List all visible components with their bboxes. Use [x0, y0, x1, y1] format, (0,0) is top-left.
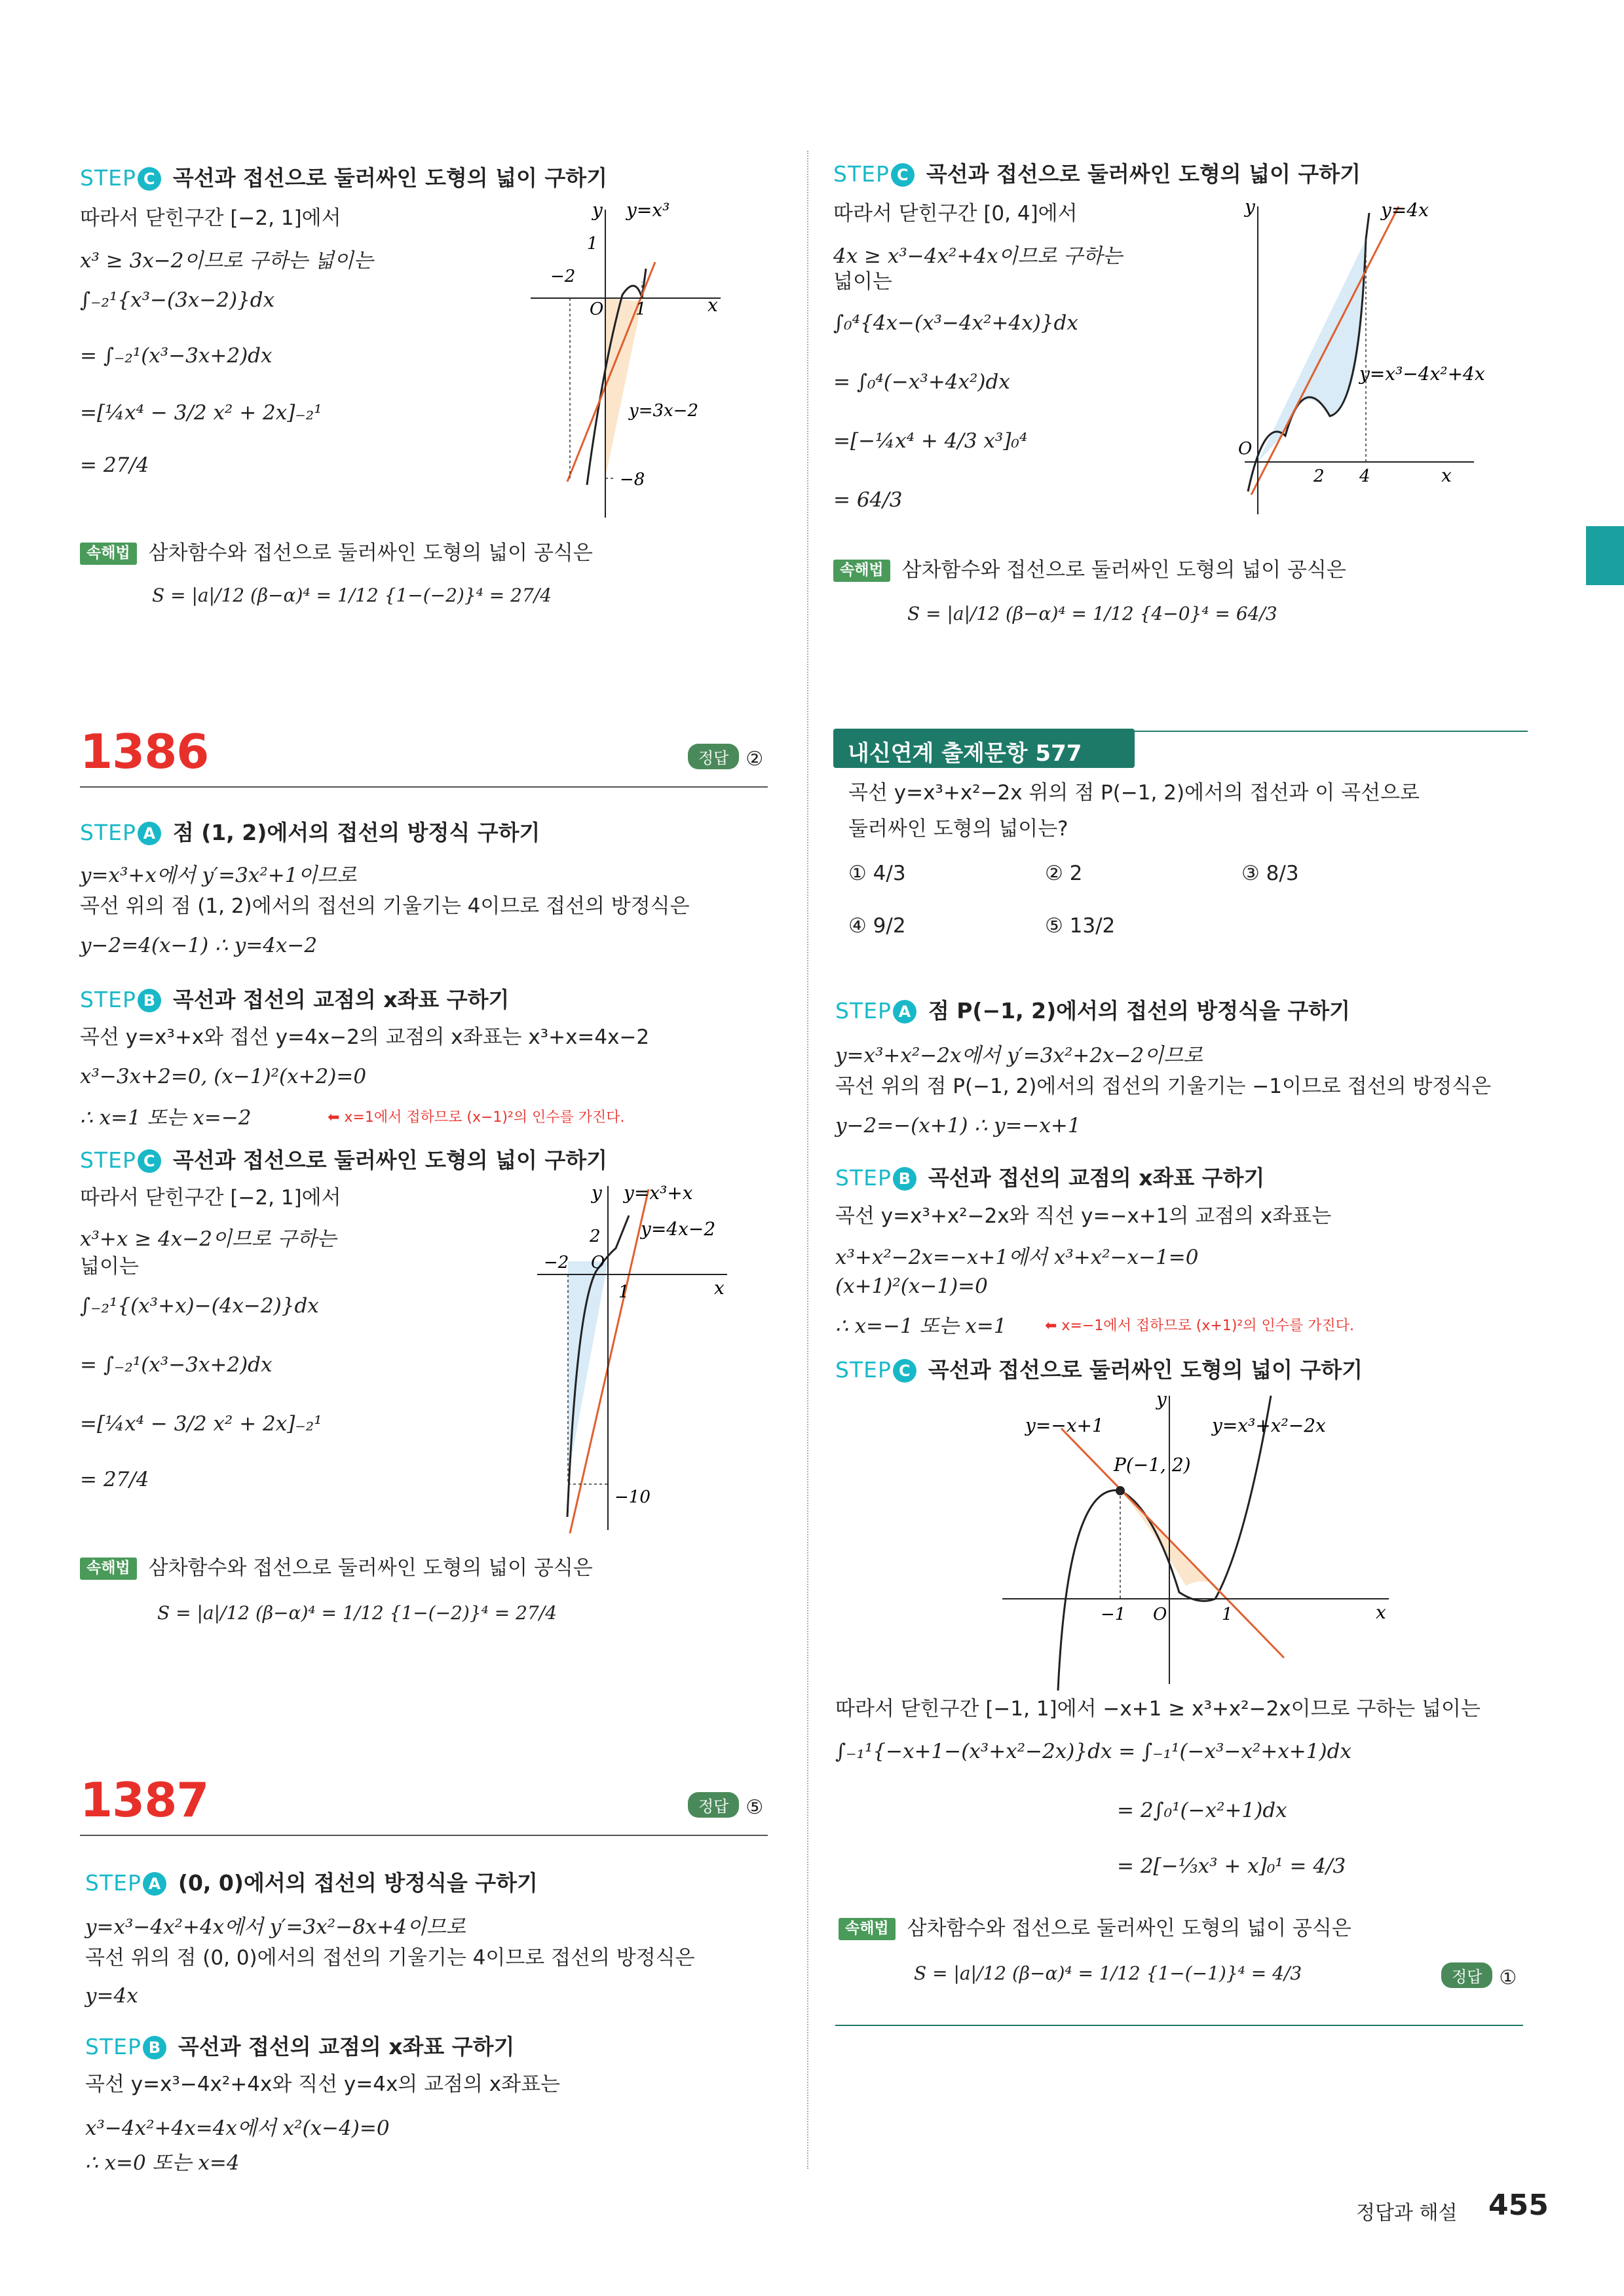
- step-c-heading: STEP C 곡선과 접선으로 둘러싸인 도형의 넓이 구하기: [80, 165, 607, 191]
- text-line: 따라서 닫힌구간 [−2, 1]에서: [80, 206, 341, 230]
- math-line: y=x³+x에서 y′=3x²+1이므로: [80, 864, 357, 887]
- shortcut-tip: 속해법 삼차함수와 접선으로 둘러싸인 도형의 넓이 공식은: [80, 1556, 593, 1580]
- math-line: = ∫₋₂¹(x³−3x+2)dx: [80, 344, 273, 368]
- step-c-heading: STEP C 곡선과 접선으로 둘러싸인 도형의 넓이 구하기: [835, 1357, 1363, 1383]
- math-line: x³−3x+2=0, (x−1)²(x+2)=0: [80, 1065, 367, 1088]
- math-line: x³+x ≥ 4x−2이므로 구하는: [80, 1227, 337, 1251]
- choice-4[interactable]: ④ 9/2: [848, 914, 906, 938]
- banner-title: 내신연계 출제문항 577: [848, 740, 1082, 767]
- column-divider: [807, 151, 808, 2169]
- math-line: = 64/3: [833, 488, 903, 512]
- answer-badge: 정답 ⑤: [688, 1792, 763, 1819]
- origin-label: O: [590, 299, 604, 319]
- math-line: x³−4x²+4x=4x에서 x²(x−4)=0: [85, 2116, 390, 2140]
- axis-x-label: x: [714, 1277, 725, 1299]
- linked-problem-banner: [833, 729, 1135, 768]
- question-line: 둘러싸인 도형의 넓이는?: [848, 817, 1068, 841]
- answer-badge: 정답 ①: [1441, 1962, 1517, 1989]
- axis-y-label: y: [1245, 196, 1255, 218]
- tick-label: 2: [590, 1227, 601, 1246]
- graph-cubic-tangent-4: [996, 1383, 1402, 1691]
- axis-y-label: y: [1156, 1388, 1167, 1410]
- divider: [1135, 731, 1528, 732]
- text-line: 따라서 닫힌구간 [−1, 1]에서 −x+1 ≥ x³+x²−2x이므로 구하는 넓이는: [835, 1697, 1481, 1721]
- step-b-heading: STEP B 곡선과 접선의 교점의 x좌표 구하기: [85, 2034, 515, 2059]
- tick-label: 2: [1313, 467, 1325, 486]
- math-line: = 27/4: [80, 453, 149, 477]
- math-line: = 2∫₀¹(−x²+1)dx: [1117, 1799, 1287, 1822]
- answer-badge: 정답 ②: [688, 744, 763, 771]
- tick-label: −8: [620, 470, 645, 489]
- origin-label: O: [1153, 1605, 1167, 1624]
- text-line: 넓이는: [833, 270, 892, 294]
- shortcut-formula: S = |a|/12 (β−α)⁴ = 1/12 {4−0}⁴ = 64/3: [907, 603, 1277, 624]
- curve-label: y=x³+x: [624, 1182, 693, 1204]
- problem-number: 1387: [80, 1772, 209, 1827]
- point-label: P(−1, 2): [1114, 1454, 1191, 1476]
- math-line: =[¼x⁴ − 3/2 x² + 2x]₋₂¹: [80, 1412, 322, 1436]
- math-line: (x+1)²(x−1)=0: [835, 1274, 988, 1298]
- step-c-heading: STEP C 곡선과 접선으로 둘러싸인 도형의 넓이 구하기: [80, 1147, 607, 1173]
- tangent-label: y=4x−2: [641, 1218, 716, 1240]
- axis-x-label: x: [1376, 1601, 1386, 1623]
- divider: [80, 786, 768, 788]
- step-c-heading: STEP C 곡선과 접선으로 둘러싸인 도형의 넓이 구하기: [833, 161, 1361, 187]
- axis-y-label: y: [592, 199, 603, 221]
- graph-cubic-line-3: [1232, 193, 1494, 521]
- math-line: y=4x: [85, 1984, 138, 2008]
- axis-x-label: x: [708, 294, 718, 316]
- text-line: 곡선 y=x³−4x²+4x와 직선 y=4x의 교점의 x좌표는: [85, 2073, 560, 2096]
- math-line: ∴ x=1 또는 x=−2: [80, 1106, 252, 1130]
- tick-label: 4: [1359, 467, 1370, 486]
- line-label: y=−x+1: [1025, 1415, 1104, 1436]
- tick-label: 1: [587, 234, 598, 254]
- math-line: y=x³+x²−2x에서 y′=3x²+2x−2이므로: [835, 1044, 1203, 1067]
- math-line: ∴ x=0 또는 x=4: [85, 2151, 240, 2175]
- graph-cubic-tangent-1: [524, 197, 740, 524]
- text-line: 곡선 y=x³+x와 접선 y=4x−2의 교점의 x좌표는 x³+x=4x−2: [80, 1025, 650, 1049]
- choice-2[interactable]: ② 2: [1045, 862, 1083, 885]
- origin-label: O: [1238, 439, 1253, 459]
- step-a-heading: STEP A 점 P(−1, 2)에서의 접선의 방정식을 구하기: [835, 998, 1351, 1024]
- text-line: 따라서 닫힌구간 [0, 4]에서: [833, 202, 1078, 225]
- math-line: = 2[−⅓x³ + x]₀¹ = 4/3: [1117, 1854, 1346, 1878]
- math-line: ∴ x=−1 또는 x=1: [835, 1314, 1007, 1338]
- text-line: 곡선 위의 점 (1, 2)에서의 접선의 기울기는 4이므로 접선의 방정식은: [80, 894, 690, 918]
- step-a-heading: STEP A 점 (1, 2)에서의 접선의 방정식 구하기: [80, 820, 540, 845]
- tick-label: −10: [614, 1487, 651, 1507]
- choice-5[interactable]: ⑤ 13/2: [1045, 914, 1116, 938]
- problem-number: 1386: [80, 724, 209, 779]
- tick-label: 1: [635, 299, 647, 319]
- text-line: 곡선 위의 점 P(−1, 2)에서의 접선의 기울기는 −1이므로 접선의 방정식은: [835, 1075, 1492, 1098]
- curve-label: y=x³−4x²+4x: [1359, 363, 1485, 385]
- line-label: y=4x: [1381, 199, 1429, 221]
- shortcut-tip: 속해법 삼차함수와 접선으로 둘러싸인 도형의 넓이 공식은: [839, 1917, 1351, 1941]
- curve-label: y=x³: [626, 199, 670, 221]
- text-line: 따라서 닫힌구간 [−2, 1]에서: [80, 1186, 341, 1210]
- choice-1[interactable]: ① 4/3: [848, 862, 906, 885]
- math-line: 4x ≥ x³−4x²+4x이므로 구하는: [833, 244, 1123, 268]
- choice-3[interactable]: ③ 8/3: [1241, 862, 1299, 885]
- axis-x-label: x: [1441, 465, 1452, 486]
- math-line: ∫₋₁¹{−x+1−(x³+x²−2x)}dx = ∫₋₁¹(−x³−x²+x+1)dx: [835, 1740, 1351, 1763]
- math-line: y−2=4(x−1) ∴ y=4x−2: [80, 934, 318, 957]
- tick-label: 1: [618, 1282, 630, 1302]
- step-b-heading: STEP B 곡선과 접선의 교점의 x좌표 구하기: [835, 1165, 1265, 1191]
- graph-cubic-tangent-2: [531, 1176, 747, 1537]
- shortcut-formula: S = |a|/12 (β−α)⁴ = 1/12 {1−(−1)}⁴ = 4/3: [914, 1962, 1302, 1984]
- shortcut-tip: 속해법 삼차함수와 접선으로 둘러싸인 도형의 넓이 공식은: [833, 558, 1346, 583]
- side-note: ⬅ x=−1에서 접하므로 (x+1)²의 인수를 가진다.: [1045, 1318, 1354, 1334]
- text-line: 곡선 위의 점 (0, 0)에서의 접선의 기울기는 4이므로 접선의 방정식은: [85, 1946, 695, 1970]
- divider: [835, 2025, 1523, 2026]
- axis-y-label: y: [592, 1182, 602, 1204]
- tick-label: 1: [1222, 1605, 1233, 1624]
- chapter-tab: [1586, 526, 1624, 585]
- side-note: ⬅ x=1에서 접하므로 (x−1)²의 인수를 가진다.: [328, 1109, 625, 1126]
- footer-label: 정답과 해설: [1356, 2202, 1458, 2225]
- math-line: =[¼x⁴ − 3/2 x² + 2x]₋₂¹: [80, 401, 322, 425]
- tangent-label: y=3x−2: [629, 401, 699, 421]
- step-b-heading: STEP B 곡선과 접선의 교점의 x좌표 구하기: [80, 987, 510, 1012]
- text-line: 곡선 y=x³+x²−2x와 직선 y=−x+1의 교점의 x좌표는: [835, 1204, 1332, 1228]
- curve-label: y=x³+x²−2x: [1212, 1415, 1326, 1436]
- step-a-heading: STEP A (0, 0)에서의 접선의 방정식을 구하기: [85, 1870, 538, 1896]
- origin-label: O: [591, 1253, 605, 1272]
- math-line: x³+x²−2x=−x+1에서 x³+x²−x−1=0: [835, 1246, 1199, 1269]
- math-line: y−2=−(x+1) ∴ y=−x+1: [835, 1114, 1081, 1138]
- math-line: =[−¼x⁴ + 4/3 x³]₀⁴: [833, 429, 1028, 453]
- math-line: x³ ≥ 3x−2이므로 구하는 넓이는: [80, 249, 373, 273]
- text-line: 넓이는: [80, 1255, 139, 1278]
- shortcut-formula: S = |a|/12 (β−α)⁴ = 1/12 {1−(−2)}⁴ = 27/4: [152, 584, 552, 606]
- math-line: = ∫₋₂¹(x³−3x+2)dx: [80, 1353, 273, 1377]
- divider: [80, 1835, 768, 1836]
- shortcut-formula: S = |a|/12 (β−α)⁴ = 1/12 {1−(−2)}⁴ = 27/4: [157, 1602, 557, 1624]
- tick-label: −2: [550, 267, 576, 286]
- math-line: ∫₋₂¹{(x³+x)−(4x−2)}dx: [80, 1294, 319, 1318]
- math-line: = ∫₀⁴(−x³+4x²)dx: [833, 370, 1010, 394]
- tick-label: −1: [1101, 1605, 1126, 1624]
- math-line: y=x³−4x²+4x에서 y′=3x²−8x+4이므로: [85, 1915, 466, 1939]
- shortcut-tip: 속해법 삼차함수와 접선으로 둘러싸인 도형의 넓이 공식은: [80, 541, 593, 565]
- question-line: 곡선 y=x³+x²−2x 위의 점 P(−1, 2)에서의 접선과 이 곡선으로: [848, 781, 1420, 805]
- tick-label: −2: [544, 1253, 569, 1272]
- page-number: 455: [1488, 2189, 1549, 2222]
- math-line: ∫₀⁴{4x−(x³−4x²+4x)}dx: [833, 311, 1078, 335]
- math-line: ∫₋₂¹{x³−(3x−2)}dx: [80, 288, 275, 312]
- math-line: = 27/4: [80, 1468, 149, 1491]
